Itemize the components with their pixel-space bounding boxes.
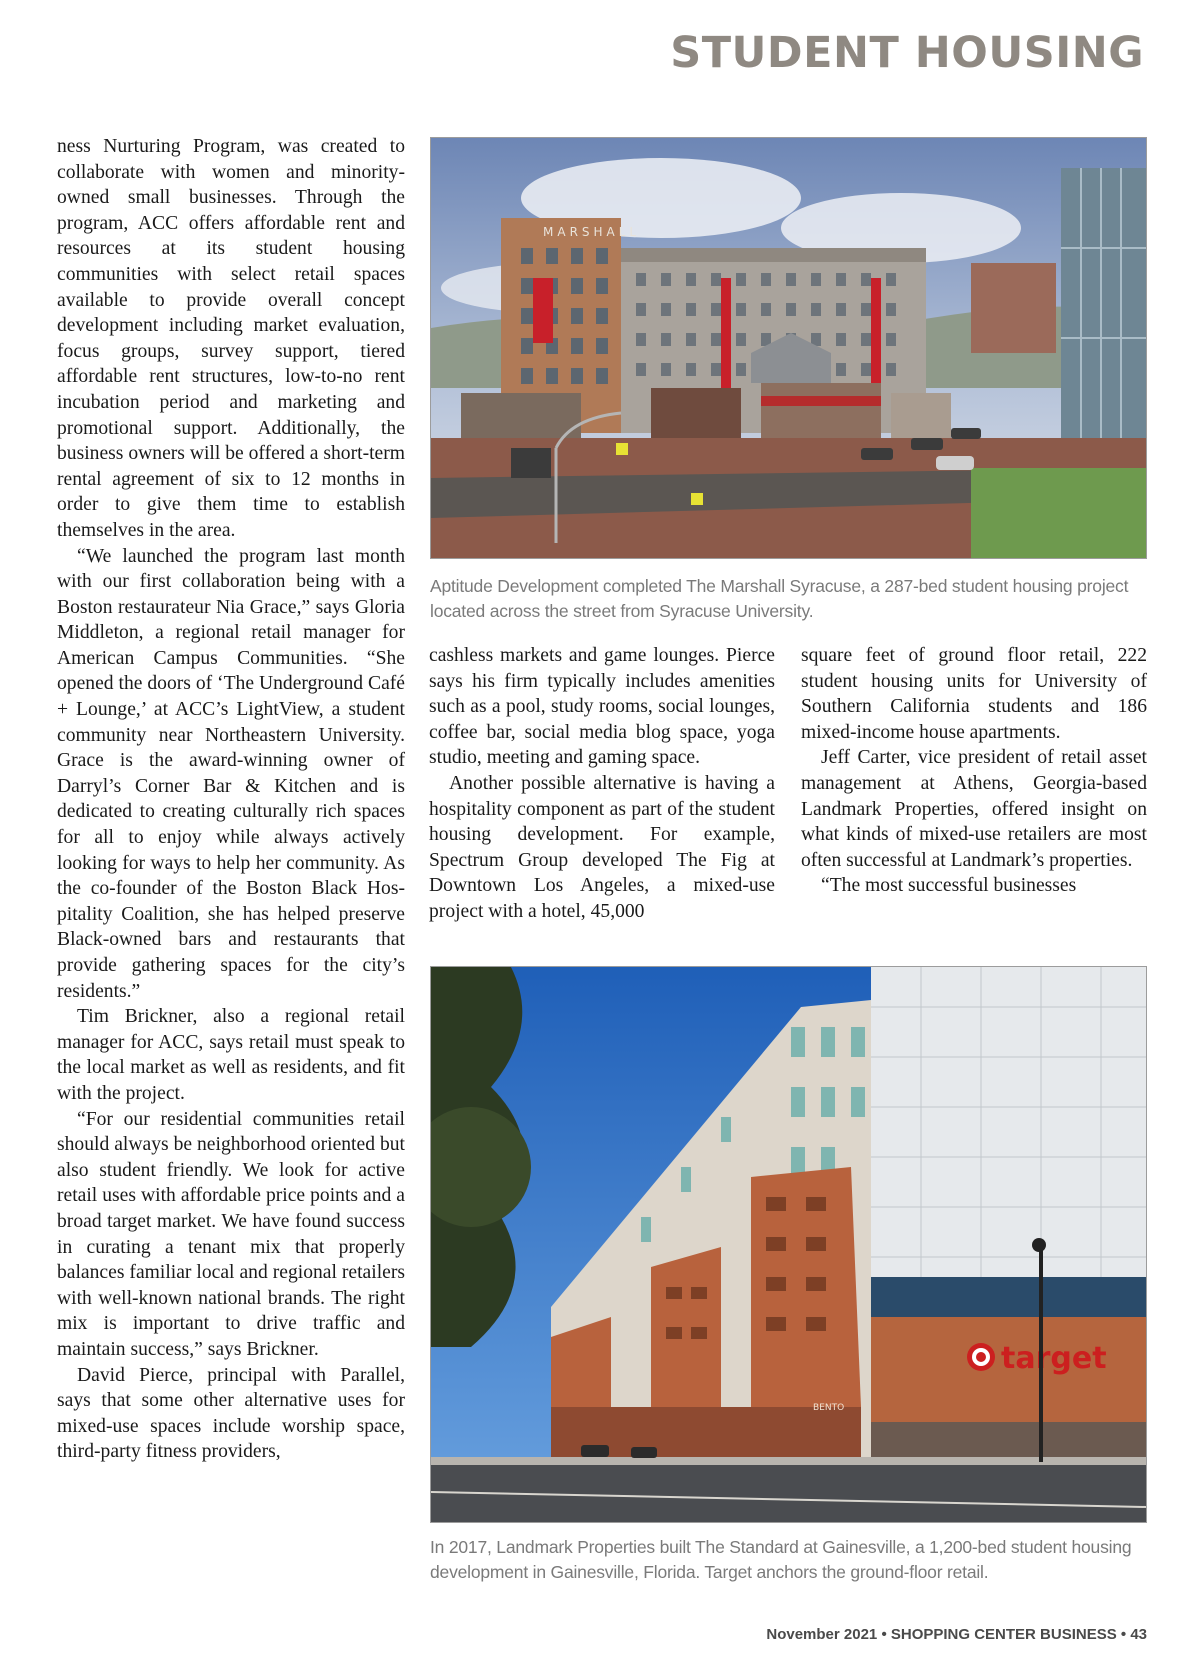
- standard-gainesville-photo: [430, 966, 1147, 1523]
- storefront-sign: BENTO: [813, 1403, 845, 1413]
- building-sign: MARSHALL: [543, 225, 641, 239]
- marshall-syracuse-photo: [430, 137, 1147, 559]
- photo-caption-1: Aptitude Development completed The Marshall Syracuse, a 287-bed student housing project located across the street from Syracuse University.: [430, 576, 1129, 621]
- text-column-2: [429, 643, 775, 925]
- photo-caption-2: In 2017, Landmark Properties built The Standard at Gainesville, a 1,200-bed student housing development in Gainesville, Florida. Target anchors the ground-floor retail.: [430, 1537, 1132, 1582]
- paragraph: Tim Brickner, also a regional retail manager for ACC, says retail must speak to the local market as well as residents, and fit with the project.: [57, 1006, 405, 1104]
- paragraph: square feet of ground floor retail, 222 student housing units for University of Southern California students and 186 mixed-income house apartments.: [801, 645, 1147, 743]
- page-footer: November 2021 • SHOPPING CENTER BUSINESS • 43: [766, 1626, 1147, 1643]
- text-column-1: [57, 134, 405, 1465]
- paragraph: cashless markets and game lounges. Pierce says his firm typically includes amenities such as a pool, study rooms, social lounges, coffee bar, social media blog space, yoga studio, meeting and gaming space.: [429, 645, 775, 769]
- paragraph: “We launched the program last month with our first collaboration being with a Boston restaurateur Nia Grace,” says Gloria Middleton, a regional retail manager for American Campus Communities. “She opened the doors of ‘The Underground Café + Lounge,’ at ACC’s LightView, a student community near Northeastern University. Grace is the award-winning owner of Darryl’s Corner Bar & Kitchen and is dedicated to creating culturally rich spaces for all to enjoy while always actively looking for ways to help her community. As the co-founder of the Boston Black Hospitality Coalition, she has helped preserve Black-owned bars and restaurants that provide gathering spaces for the city’s residents.”: [57, 545, 405, 1002]
- paragraph: “For our residential communities retail should always be neighborhood oriented but also student friendly. We look for active retail uses with affordable price points and a broad target market. We have found success in curating a tenant mix that properly balances familiar local and regional retailers with well-known national brands. The right mix is important to drive traffic and maintain success,” says Brickner.: [57, 1108, 405, 1360]
- section-title: STUDENT HOUSING: [670, 28, 1144, 78]
- target-store-sign: target: [1001, 1341, 1107, 1376]
- paragraph: ness Nurturing Program, was created to collaborate with women and minority-owned small businesses. Through the program, ACC offers affordable rent and resources at its student housing communities with select retail spaces available to provide overall concept development including market evaluation, focus groups, survey support, tiered affordable rent structures, low-to-no rent incubation period and marketing and promotional support. Additionally, the business owners will be offered a short-term rental agreement of six to 12 months in order to give them time to establish themselves in the area.: [57, 136, 405, 541]
- paragraph: Another possible alternative is having a hospitality component as part of the student housing development. For example, Spectrum Group developed The Fig at Downtown Los Angeles, a mixed-use project with a hotel, 45,000: [429, 772, 775, 922]
- text-column-3: [801, 643, 1147, 899]
- paragraph: Jeff Carter, vice president of retail asset management at Athens, Georgia-based Landmark Properties, offered insight on what kinds of mixed-use retailers are most often successful at Landmark’s properties.: [801, 747, 1147, 871]
- paragraph: David Pierce, principal with Parallel, says that some other alternative uses for mixed-use spaces include worship space, third-party fitness providers,: [57, 1364, 405, 1463]
- paragraph: “The most successful businesses: [821, 875, 1077, 897]
